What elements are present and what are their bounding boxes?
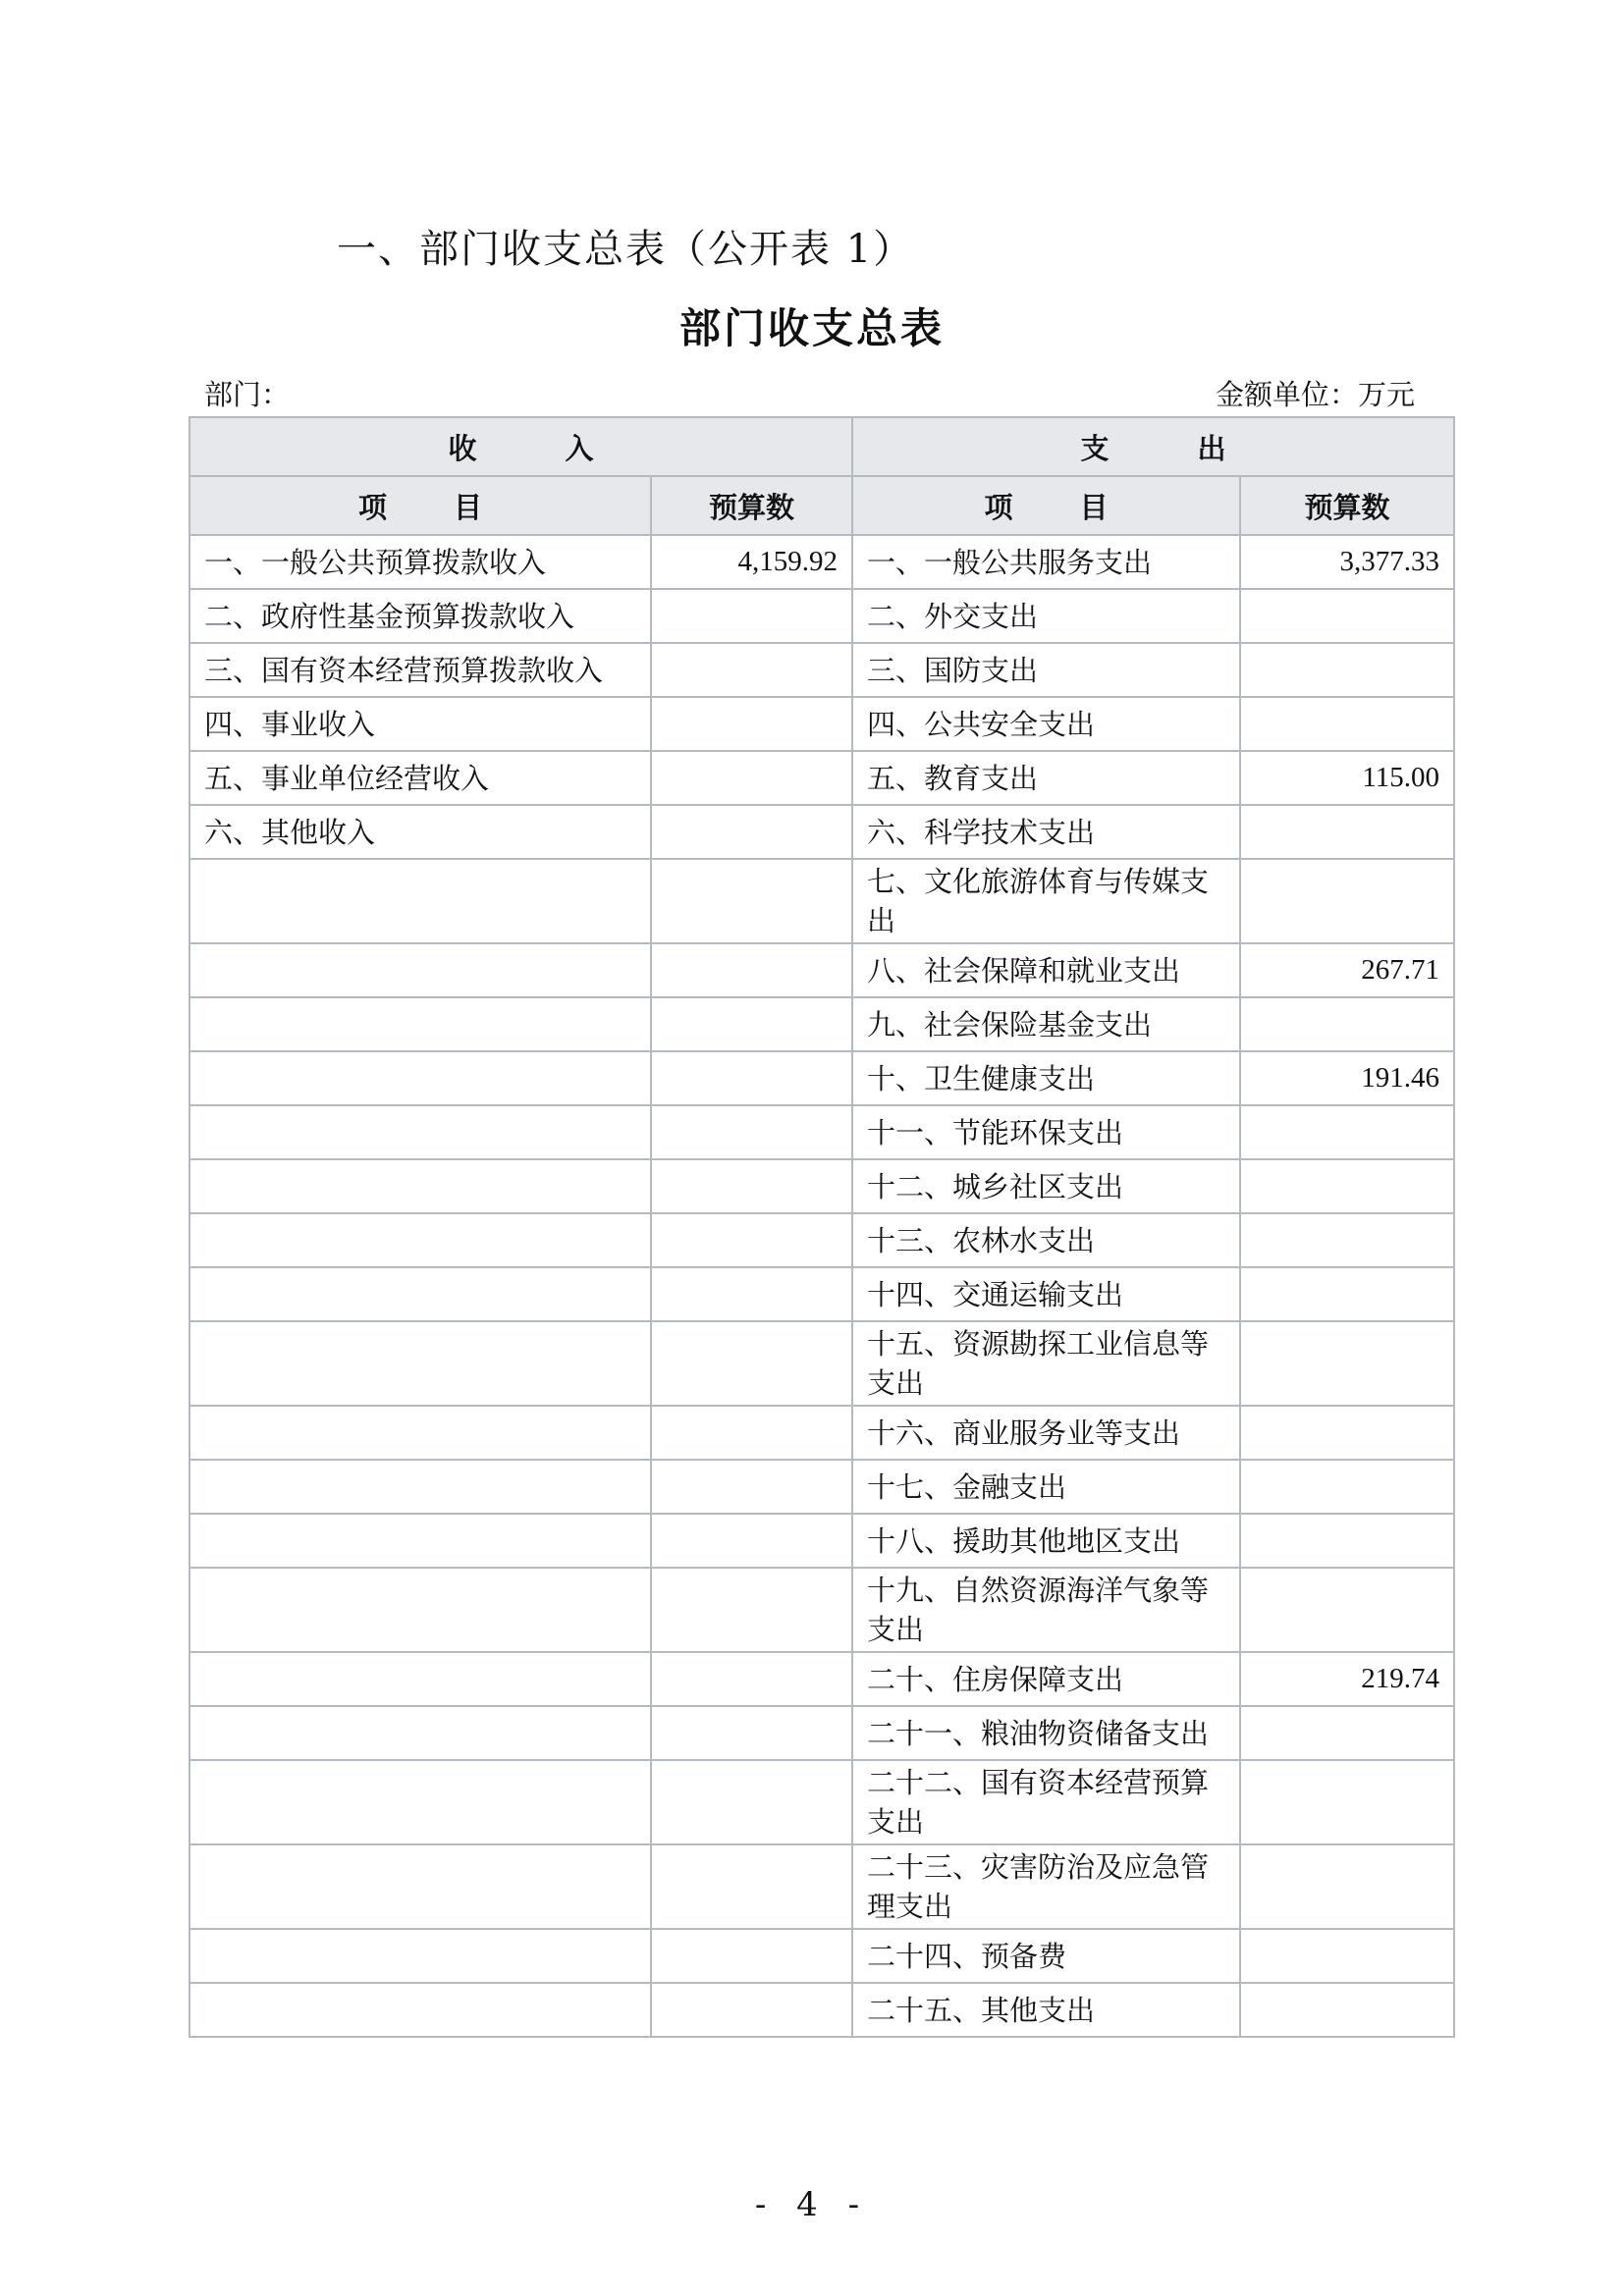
income-item-cell xyxy=(189,1267,651,1321)
table-row xyxy=(189,1460,1454,1514)
income-amount-cell xyxy=(651,1051,852,1105)
expense-item-cell: 二十四、预备费 xyxy=(852,1929,1240,1983)
table-row xyxy=(189,1406,1454,1460)
table-row xyxy=(189,1514,1454,1568)
table-row xyxy=(189,1213,1454,1267)
expense-amount-cell: 3,377.33 xyxy=(1240,535,1454,589)
income-amount-cell xyxy=(651,1929,852,1983)
income-amount-cell xyxy=(651,1983,852,2037)
expense-amount-cell xyxy=(1240,643,1454,697)
expense-amount-cell xyxy=(1240,1159,1454,1213)
table-row xyxy=(189,1568,1454,1652)
expense-item-cell: 一、一般公共服务支出 xyxy=(852,535,1240,589)
expense-amount-cell xyxy=(1240,1406,1454,1460)
expense-item-header: 项 目 xyxy=(852,476,1240,535)
expense-amount-cell xyxy=(1240,1568,1454,1652)
income-amount-cell xyxy=(651,643,852,697)
expense-item-cell: 十二、城乡社区支出 xyxy=(852,1159,1240,1213)
expense-amount-cell xyxy=(1240,1321,1454,1406)
expense-amount-cell xyxy=(1240,859,1454,943)
income-amount-cell xyxy=(651,859,852,943)
section-heading: 一、部门收支总表（公开表 1） xyxy=(337,227,915,272)
income-amount-cell xyxy=(651,1652,852,1706)
expense-amount-cell xyxy=(1240,697,1454,751)
expense-amount-cell xyxy=(1240,1267,1454,1321)
income-item-cell xyxy=(189,1568,651,1652)
income-amount-cell xyxy=(651,805,852,859)
budget-summary-table xyxy=(189,416,1455,2038)
expense-item-cell: 十一、节能环保支出 xyxy=(852,1105,1240,1159)
income-item-cell xyxy=(189,1929,651,1983)
table-row xyxy=(189,1983,1454,2037)
table-row xyxy=(189,589,1454,643)
expense-amount-cell: 191.46 xyxy=(1240,1051,1454,1105)
income-item-cell xyxy=(189,1051,651,1105)
expense-amount-cell: 219.74 xyxy=(1240,1652,1454,1706)
income-amount-cell xyxy=(651,1514,852,1568)
expense-item-cell: 二十、住房保障支出 xyxy=(852,1652,1240,1706)
income-item-cell xyxy=(189,997,651,1051)
expense-amount-cell xyxy=(1240,805,1454,859)
expense-item-cell: 六、科学技术支出 xyxy=(852,805,1240,859)
table-row xyxy=(189,643,1454,697)
income-item-header: 项 目 xyxy=(189,476,651,535)
expense-amount-cell xyxy=(1240,1514,1454,1568)
income-amount-cell xyxy=(651,1213,852,1267)
table-row xyxy=(189,1760,1454,1844)
table-row xyxy=(189,943,1454,997)
page-number: - 4 - xyxy=(754,2185,870,2224)
income-item-cell xyxy=(189,1159,651,1213)
expense-item-cell: 十九、自然资源海洋气象等支出 xyxy=(852,1568,1240,1652)
expense-item-cell: 十四、交通运输支出 xyxy=(852,1267,1240,1321)
expense-item-cell: 二十二、国有资本经营预算支出 xyxy=(852,1760,1240,1844)
income-amount-cell xyxy=(651,1159,852,1213)
income-item-cell xyxy=(189,1105,651,1159)
expense-amount-cell xyxy=(1240,1760,1454,1844)
table-row xyxy=(189,1652,1454,1706)
unit-label: 金额单位：万元 xyxy=(1215,378,1415,411)
table-row xyxy=(189,697,1454,751)
income-amount-cell xyxy=(651,1406,852,1460)
income-item-cell: 一、一般公共预算拨款收入 xyxy=(189,535,651,589)
table-row xyxy=(189,1321,1454,1406)
expense-item-cell: 三、国防支出 xyxy=(852,643,1240,697)
expense-amount-cell xyxy=(1240,997,1454,1051)
table-title: 部门收支总表 xyxy=(678,304,945,352)
expense-amount-cell xyxy=(1240,1460,1454,1514)
income-amount-cell xyxy=(651,1760,852,1844)
table-row xyxy=(189,1706,1454,1760)
expense-amount-cell: 115.00 xyxy=(1240,751,1454,805)
table-row xyxy=(189,1929,1454,1983)
table-row xyxy=(189,1844,1454,1929)
income-item-cell xyxy=(189,1213,651,1267)
income-amount-cell xyxy=(651,751,852,805)
expense-item-cell: 五、教育支出 xyxy=(852,751,1240,805)
income-item-cell xyxy=(189,1406,651,1460)
income-item-cell xyxy=(189,1460,651,1514)
expense-amount-cell xyxy=(1240,1844,1454,1929)
income-group-header: 收 入 xyxy=(189,417,852,476)
income-amount-cell xyxy=(651,697,852,751)
table-row xyxy=(189,805,1454,859)
expense-item-cell: 七、文化旅游体育与传媒支出 xyxy=(852,859,1240,943)
table-body xyxy=(189,535,1454,2037)
expense-amount-cell xyxy=(1240,1929,1454,1983)
income-amount-cell xyxy=(651,1267,852,1321)
group-header-row xyxy=(189,417,1454,476)
expense-item-cell: 二、外交支出 xyxy=(852,589,1240,643)
expense-amount-cell xyxy=(1240,1983,1454,2037)
income-amount-cell xyxy=(651,589,852,643)
expense-amount-cell xyxy=(1240,589,1454,643)
expense-item-cell: 二十五、其他支出 xyxy=(852,1983,1240,2037)
expense-item-cell: 十三、农林水支出 xyxy=(852,1213,1240,1267)
expense-item-cell: 二十三、灾害防治及应急管理支出 xyxy=(852,1844,1240,1929)
expense-amount-cell xyxy=(1240,1213,1454,1267)
expense-item-cell: 十五、资源勘探工业信息等支出 xyxy=(852,1321,1240,1406)
expense-item-cell: 十七、金融支出 xyxy=(852,1460,1240,1514)
column-header-row xyxy=(189,476,1454,535)
income-item-cell: 六、其他收入 xyxy=(189,805,651,859)
income-item-cell: 五、事业单位经营收入 xyxy=(189,751,651,805)
income-item-cell xyxy=(189,1706,651,1760)
income-amount-cell xyxy=(651,1844,852,1929)
table-row xyxy=(189,997,1454,1051)
income-amount-cell: 4,159.92 xyxy=(651,535,852,589)
expense-item-cell: 二十一、粮油物资储备支出 xyxy=(852,1706,1240,1760)
expense-item-cell: 八、社会保障和就业支出 xyxy=(852,943,1240,997)
expense-budget-header: 预算数 xyxy=(1240,476,1454,535)
income-amount-cell xyxy=(651,1706,852,1760)
table-row xyxy=(189,1051,1454,1105)
expense-amount-cell xyxy=(1240,1105,1454,1159)
table-row xyxy=(189,535,1454,589)
income-amount-cell xyxy=(651,1460,852,1514)
income-budget-header: 预算数 xyxy=(651,476,852,535)
department-label: 部门： xyxy=(204,378,291,411)
income-item-cell xyxy=(189,943,651,997)
table-row xyxy=(189,1105,1454,1159)
income-amount-cell xyxy=(651,997,852,1051)
income-amount-cell xyxy=(651,1105,852,1159)
table-row xyxy=(189,1159,1454,1213)
expense-amount-cell: 267.71 xyxy=(1240,943,1454,997)
income-item-cell: 二、政府性基金预算拨款收入 xyxy=(189,589,651,643)
table-row xyxy=(189,751,1454,805)
expense-item-cell: 十八、援助其他地区支出 xyxy=(852,1514,1240,1568)
income-item-cell xyxy=(189,1760,651,1844)
income-amount-cell xyxy=(651,1568,852,1652)
income-item-cell xyxy=(189,859,651,943)
expense-item-cell: 九、社会保险基金支出 xyxy=(852,997,1240,1051)
income-amount-cell xyxy=(651,943,852,997)
table-row xyxy=(189,859,1454,943)
income-item-cell xyxy=(189,1321,651,1406)
income-item-cell: 四、事业收入 xyxy=(189,697,651,751)
expense-item-cell: 四、公共安全支出 xyxy=(852,697,1240,751)
expense-amount-cell xyxy=(1240,1706,1454,1760)
table-row xyxy=(189,1267,1454,1321)
expense-item-cell: 十六、商业服务业等支出 xyxy=(852,1406,1240,1460)
income-item-cell xyxy=(189,1983,651,2037)
expense-group-header: 支 出 xyxy=(852,417,1454,476)
income-item-cell xyxy=(189,1652,651,1706)
income-item-cell xyxy=(189,1514,651,1568)
expense-item-cell: 十、卫生健康支出 xyxy=(852,1051,1240,1105)
income-amount-cell xyxy=(651,1321,852,1406)
income-item-cell xyxy=(189,1844,651,1929)
income-item-cell: 三、国有资本经营预算拨款收入 xyxy=(189,643,651,697)
